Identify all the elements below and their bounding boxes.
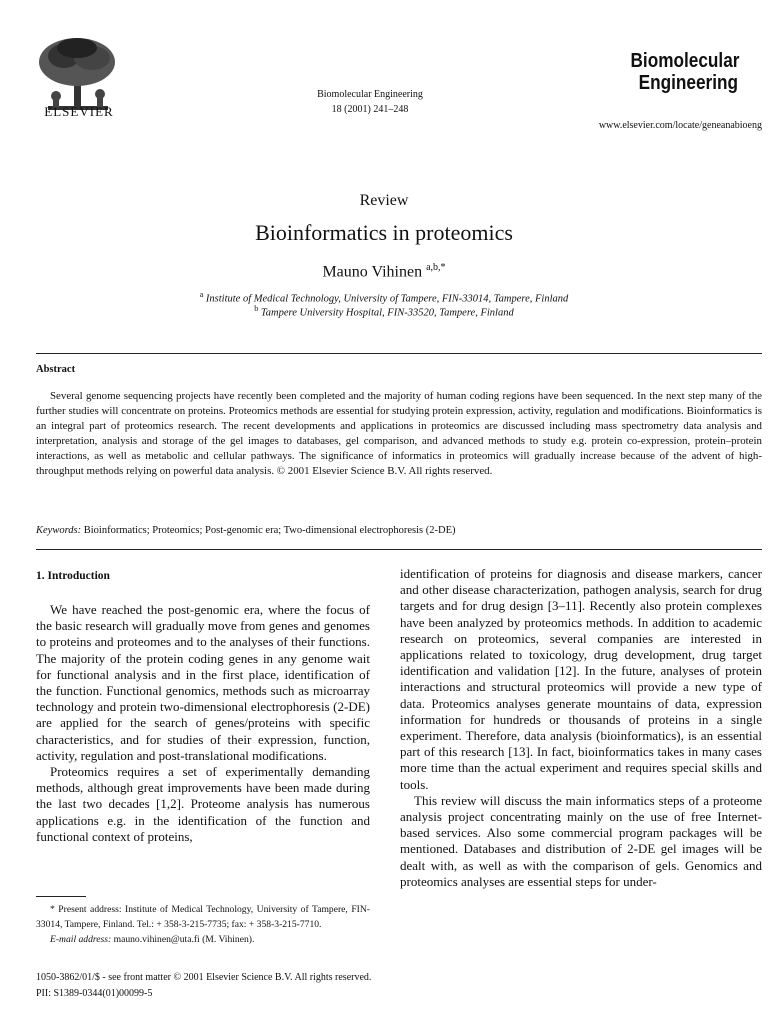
footnote xyxy=(36,902,370,947)
abstract-heading: Abstract xyxy=(36,364,76,375)
author-marks: a,b,* xyxy=(426,262,446,273)
footnote-address: * Present address: Institute of Medical Technology, University of Tampere, FIN-33014, Tampere, Finland. Tel.: + 358-3-215-7735; fax: + 358-3-215-7710. xyxy=(36,904,370,930)
keywords-label: Keywords: xyxy=(36,525,82,536)
author-line xyxy=(0,262,768,281)
column-left xyxy=(36,602,370,845)
footnote-email-line xyxy=(36,932,370,947)
keywords-text: Bioinformatics; Proteomics; Post-genomic era; Two-dimensional electrophoresis (2-DE) xyxy=(83,525,456,536)
divider-top xyxy=(36,353,762,354)
volume-pages: 18 (2001) 241–248 xyxy=(331,104,409,115)
affiliation-a-mark: a xyxy=(199,290,204,299)
article-title: Bioinformatics in proteomics xyxy=(255,220,513,245)
journal-name: Biomolecular Engineering xyxy=(317,89,423,100)
publisher-name: ELSEVIER xyxy=(44,104,114,119)
pii-line: PII: S1389-0344(01)00099-5 xyxy=(36,988,153,999)
affiliation-b-mark: b xyxy=(254,304,259,313)
journal-brand xyxy=(631,50,739,94)
paragraph: We have reached the post-genomic era, where the focus of the basic research will gradually move from genes and genomes to proteins and proteomes and to the analyses of their functions. The majority of the protein coding genes in any genome wait for functional analysis and in the first place, identification of the function. Functional genomics, methods such as microarray technology and protein two-dimensional electrophoresis (2-DE) are applied for the search of genes/proteins with specific characteristics, and for studies of their expression, function, activity, regulation and post-translational modifications. xyxy=(36,602,370,763)
copyright-line: 1050-3862/01/$ - see front matter © 2001 Elsevier Science B.V. All rights reserved. xyxy=(36,972,372,983)
paragraph: identification of proteins for diagnosis and disease markers, cancer and other disease characterization, pathogen analysis, search for drug targets and for drug design [3–11]. Recently also protein complexes have been analyzed by proteomics methods. In addition to academic research on proteomics, several companies are interested in applications related to toxicology, drug development, drug target identification and validation [12]. In the future, analyses of protein interactions and structural proteomics will provide a new type of data. Proteomics analyses generate mountains of data, expression information for hundreds or thousands of proteins in a single experiment. Therefore, data analysis (bioinformatics), is an essential part of this research [13]. In fact, bioinformatics takes in many cases more time than the actual experiment and requires special skills and tools. xyxy=(400,566,762,792)
affiliation-a-text: Institute of Medical Technology, University of Tampere, FIN-33014, Tampere, Finland xyxy=(205,293,569,305)
author-name: Mauno Vihinen xyxy=(322,263,423,281)
email-label: E-mail address: xyxy=(50,934,112,945)
affiliation-a xyxy=(0,290,768,305)
brand-line-1: Biomolecular xyxy=(630,50,740,72)
journal-citation xyxy=(290,87,450,117)
email-address[interactable]: mauno.vihinen@uta.fi (M. Vihinen). xyxy=(113,934,255,945)
section-heading-introduction: 1. Introduction xyxy=(36,570,110,582)
paragraph: Proteomics requires a set of experimentally demanding methods, although great improvements have been made during the last two decades [1,2]. Proteome analysis has numerous applications e.g. in the identification of the function and functional context of proteins, xyxy=(36,764,370,844)
brand-line-2: Engineering xyxy=(638,72,738,94)
abstract-text: Several genome sequencing projects have recently been completed and the majority of human coding regions have been sequenced. In the next step many of the further studies will concentrate on proteins. Proteomics methods are essential for studying protein expression, activity, regulation and modifications. Bioinformatics is an integral part of proteomics research. The recent developments and applications in proteomics are discussed including mass spectrometry data analysis and interpretation, analysis and storage of the gel images to databases, gel comparison, and advanced methods to study e.g. protein co-expression, protein–protein interactions, as well as metabolic and cellular pathways. The significance of informatics in proteomics will gradually increase because of the advent of high-throughput methods relying on powerful data analysis. © 2001 Elsevier Science B.V. All rights reserved. xyxy=(36,390,762,477)
keywords xyxy=(36,525,762,536)
affiliation-b-text: Tampere University Hospital, FIN-33520, Tampere, Finland xyxy=(260,307,514,319)
affiliation-b xyxy=(0,304,768,319)
paragraph: This review will discuss the main informatics steps of a proteome analysis project concentrating mainly on the use of free Internet-based services. Also some commercial program packages will be mentioned. Databases and distribution of 2-DE gel images will be dealt with, as well as with the comparison of gels. Genomics and proteomics analyses are essential steps for under- xyxy=(400,792,762,889)
journal-url[interactable]: www.elsevier.com/locate/geneanabioeng xyxy=(598,120,762,131)
footnote-rule xyxy=(36,896,86,897)
article-type: Review xyxy=(359,192,409,209)
column-right xyxy=(400,566,762,890)
divider-bottom xyxy=(36,549,762,550)
copyright-block xyxy=(36,970,371,1002)
